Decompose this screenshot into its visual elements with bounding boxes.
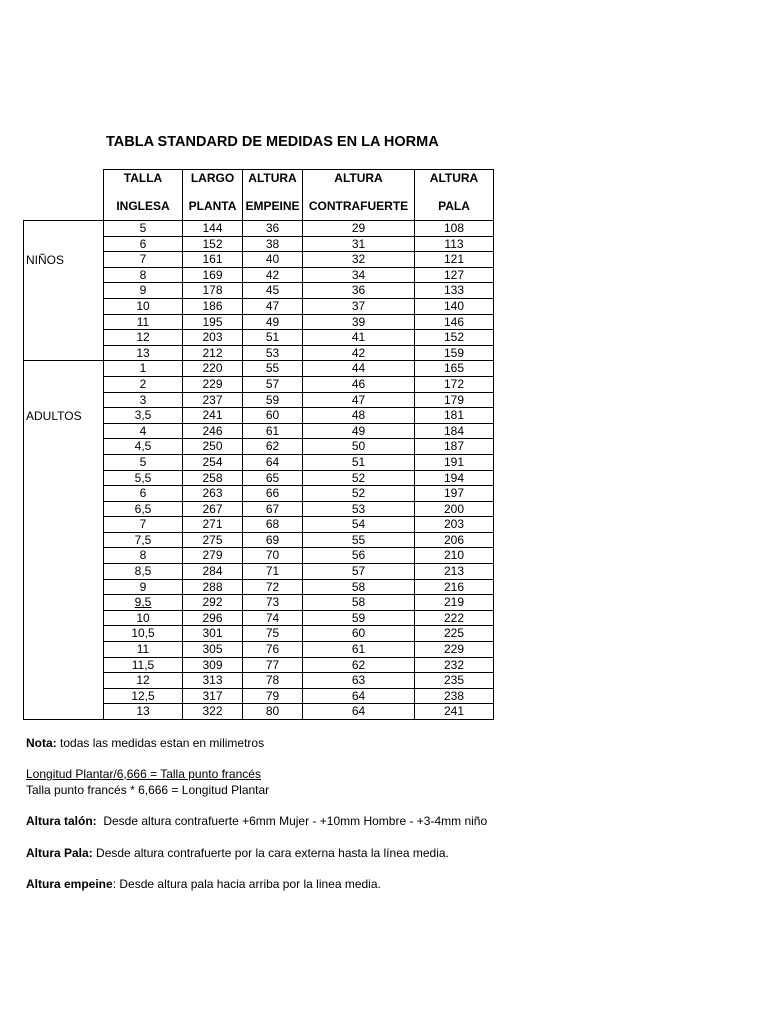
contrafuerte-cell: 58 bbox=[303, 595, 415, 611]
pala-cell: 203 bbox=[415, 517, 494, 533]
talla-cell: 3,5 bbox=[104, 408, 183, 424]
empeine-cell: 40 bbox=[243, 252, 303, 268]
page-title: TABLA STANDARD DE MEDIDAS EN LA HORMA bbox=[106, 134, 439, 150]
largo-cell: 263 bbox=[183, 486, 243, 502]
talla-cell: 5 bbox=[104, 454, 183, 470]
empeine-text: : Desde altura pala hacia arriba por la linea media. bbox=[112, 877, 381, 891]
pala-cell: 191 bbox=[415, 454, 494, 470]
pala-cell: 181 bbox=[415, 408, 494, 424]
pala-cell: 127 bbox=[415, 267, 494, 283]
talla-cell: 9 bbox=[104, 579, 183, 595]
largo-cell: 144 bbox=[183, 221, 243, 237]
contrafuerte-cell: 53 bbox=[303, 501, 415, 517]
empeine-cell: 36 bbox=[243, 221, 303, 237]
largo-cell: 279 bbox=[183, 548, 243, 564]
table-row bbox=[24, 221, 494, 237]
pala-cell: 108 bbox=[415, 221, 494, 237]
contrafuerte-cell: 64 bbox=[303, 704, 415, 720]
contrafuerte-cell: 37 bbox=[303, 298, 415, 314]
largo-cell: 237 bbox=[183, 392, 243, 408]
contrafuerte-cell: 46 bbox=[303, 376, 415, 392]
empeine-cell: 69 bbox=[243, 532, 303, 548]
largo-cell: 322 bbox=[183, 704, 243, 720]
empeine-cell: 53 bbox=[243, 345, 303, 361]
contrafuerte-cell: 64 bbox=[303, 688, 415, 704]
largo-cell: 317 bbox=[183, 688, 243, 704]
talla-cell: 3 bbox=[104, 392, 183, 408]
largo-cell: 220 bbox=[183, 361, 243, 377]
empeine-cell: 78 bbox=[243, 673, 303, 689]
pala-text: Desde altura contrafuerte por la cara externa hasta la línea media. bbox=[92, 846, 449, 860]
contrafuerte-cell: 44 bbox=[303, 361, 415, 377]
talla-cell: 10 bbox=[104, 298, 183, 314]
contrafuerte-cell: 49 bbox=[303, 423, 415, 439]
empeine-cell: 66 bbox=[243, 486, 303, 502]
talla-cell: 5 bbox=[104, 221, 183, 237]
pala-cell: 216 bbox=[415, 579, 494, 595]
contrafuerte-cell: 59 bbox=[303, 610, 415, 626]
formula-1: Longitud Plantar/6,666 = Talla punto francés bbox=[26, 767, 261, 781]
header-altura-empeine: ALTURA bbox=[243, 170, 303, 193]
contrafuerte-cell: 54 bbox=[303, 517, 415, 533]
pala-cell: 200 bbox=[415, 501, 494, 517]
empeine-cell: 72 bbox=[243, 579, 303, 595]
header-altura-contrafuerte: ALTURA bbox=[303, 170, 415, 193]
pala-cell: 232 bbox=[415, 657, 494, 673]
group-adultos-label: ADULTOS bbox=[26, 409, 82, 424]
group-ninos-label: NIÑOS bbox=[26, 253, 65, 268]
contrafuerte-cell: 47 bbox=[303, 392, 415, 408]
talla-cell: 1 bbox=[104, 361, 183, 377]
talon-label: Altura talón: bbox=[26, 814, 97, 828]
empeine-cell: 42 bbox=[243, 267, 303, 283]
contrafuerte-cell: 52 bbox=[303, 470, 415, 486]
largo-cell: 309 bbox=[183, 657, 243, 673]
pala-cell: 219 bbox=[415, 595, 494, 611]
empeine-line bbox=[26, 877, 381, 891]
empeine-cell: 64 bbox=[243, 454, 303, 470]
empeine-cell: 74 bbox=[243, 610, 303, 626]
largo-cell: 241 bbox=[183, 408, 243, 424]
talla-cell: 6 bbox=[104, 486, 183, 502]
pala-label: Altura Pala: bbox=[26, 846, 93, 860]
largo-cell: 267 bbox=[183, 501, 243, 517]
header-planta: PLANTA bbox=[183, 192, 243, 221]
pala-cell: 194 bbox=[415, 470, 494, 486]
largo-cell: 195 bbox=[183, 314, 243, 330]
talla-cell: 8 bbox=[104, 267, 183, 283]
largo-cell: 161 bbox=[183, 252, 243, 268]
pala-cell: 152 bbox=[415, 330, 494, 346]
contrafuerte-cell: 39 bbox=[303, 314, 415, 330]
largo-cell: 284 bbox=[183, 564, 243, 580]
contrafuerte-cell: 57 bbox=[303, 564, 415, 580]
empeine-cell: 76 bbox=[243, 642, 303, 658]
contrafuerte-cell: 51 bbox=[303, 454, 415, 470]
pala-cell: 222 bbox=[415, 610, 494, 626]
table-row bbox=[24, 361, 494, 377]
pala-cell: 187 bbox=[415, 439, 494, 455]
talla-cell: 11 bbox=[104, 642, 183, 658]
largo-cell: 178 bbox=[183, 283, 243, 299]
largo-cell: 212 bbox=[183, 345, 243, 361]
talon-text: Desde altura contrafuerte +6mm Mujer - +10mm Hombre - +3-4mm niño bbox=[96, 814, 488, 828]
talla-cell: 10,5 bbox=[104, 626, 183, 642]
talon-line bbox=[26, 814, 487, 828]
empeine-cell: 80 bbox=[243, 704, 303, 720]
largo-cell: 229 bbox=[183, 376, 243, 392]
empeine-cell: 71 bbox=[243, 564, 303, 580]
empeine-cell: 79 bbox=[243, 688, 303, 704]
note-label: Nota: bbox=[26, 736, 57, 750]
pala-cell: 235 bbox=[415, 673, 494, 689]
contrafuerte-cell: 50 bbox=[303, 439, 415, 455]
pala-cell: 197 bbox=[415, 486, 494, 502]
empeine-cell: 55 bbox=[243, 361, 303, 377]
pala-cell: 213 bbox=[415, 564, 494, 580]
contrafuerte-cell: 55 bbox=[303, 532, 415, 548]
talla-cell: 12,5 bbox=[104, 688, 183, 704]
largo-cell: 275 bbox=[183, 532, 243, 548]
contrafuerte-cell: 58 bbox=[303, 579, 415, 595]
largo-cell: 203 bbox=[183, 330, 243, 346]
header-contrafuerte: CONTRAFUERTE bbox=[303, 192, 415, 221]
empeine-cell: 67 bbox=[243, 501, 303, 517]
talla-cell: 7,5 bbox=[104, 532, 183, 548]
contrafuerte-cell: 48 bbox=[303, 408, 415, 424]
talla-cell: 10 bbox=[104, 610, 183, 626]
talla-cell: 5,5 bbox=[104, 470, 183, 486]
contrafuerte-cell: 61 bbox=[303, 642, 415, 658]
contrafuerte-cell: 60 bbox=[303, 626, 415, 642]
largo-cell: 288 bbox=[183, 579, 243, 595]
empeine-cell: 51 bbox=[243, 330, 303, 346]
pala-cell: 133 bbox=[415, 283, 494, 299]
empeine-cell: 38 bbox=[243, 236, 303, 252]
pala-cell: 210 bbox=[415, 548, 494, 564]
empeine-cell: 49 bbox=[243, 314, 303, 330]
pala-cell: 146 bbox=[415, 314, 494, 330]
talla-cell: 7 bbox=[104, 252, 183, 268]
note-line bbox=[26, 736, 264, 750]
pala-cell: 225 bbox=[415, 626, 494, 642]
contrafuerte-cell: 32 bbox=[303, 252, 415, 268]
contrafuerte-cell: 34 bbox=[303, 267, 415, 283]
empeine-cell: 61 bbox=[243, 423, 303, 439]
largo-cell: 186 bbox=[183, 298, 243, 314]
contrafuerte-cell: 52 bbox=[303, 486, 415, 502]
pala-cell: 206 bbox=[415, 532, 494, 548]
pala-cell: 165 bbox=[415, 361, 494, 377]
largo-cell: 313 bbox=[183, 673, 243, 689]
talla-cell: 12 bbox=[104, 673, 183, 689]
talla-cell: 9,5 bbox=[104, 595, 183, 611]
header-row-2 bbox=[24, 192, 494, 221]
talla-cell: 2 bbox=[104, 376, 183, 392]
pala-cell: 159 bbox=[415, 345, 494, 361]
header-empeine: EMPEINE bbox=[243, 192, 303, 221]
talla-cell: 9 bbox=[104, 283, 183, 299]
pala-cell: 229 bbox=[415, 642, 494, 658]
formula-2: Talla punto francés * 6,666 = Longitud Plantar bbox=[26, 783, 270, 797]
talla-cell: 13 bbox=[104, 345, 183, 361]
empeine-cell: 59 bbox=[243, 392, 303, 408]
pala-line bbox=[26, 846, 449, 860]
largo-cell: 271 bbox=[183, 517, 243, 533]
largo-cell: 292 bbox=[183, 595, 243, 611]
empeine-label: Altura empeine bbox=[26, 877, 113, 891]
contrafuerte-cell: 29 bbox=[303, 221, 415, 237]
pala-cell: 121 bbox=[415, 252, 494, 268]
group-adultos bbox=[24, 361, 104, 720]
talla-cell: 4 bbox=[104, 423, 183, 439]
empeine-cell: 45 bbox=[243, 283, 303, 299]
empeine-cell: 75 bbox=[243, 626, 303, 642]
talla-cell: 8,5 bbox=[104, 564, 183, 580]
empeine-cell: 68 bbox=[243, 517, 303, 533]
largo-cell: 258 bbox=[183, 470, 243, 486]
empeine-cell: 62 bbox=[243, 439, 303, 455]
empeine-cell: 73 bbox=[243, 595, 303, 611]
contrafuerte-cell: 36 bbox=[303, 283, 415, 299]
largo-cell: 250 bbox=[183, 439, 243, 455]
header-talla: TALLA bbox=[104, 170, 183, 193]
pala-cell: 179 bbox=[415, 392, 494, 408]
group-ninos bbox=[24, 221, 104, 361]
empeine-cell: 57 bbox=[243, 376, 303, 392]
measurements-table bbox=[23, 169, 494, 720]
empeine-cell: 70 bbox=[243, 548, 303, 564]
pala-cell: 241 bbox=[415, 704, 494, 720]
header-altura-pala: ALTURA bbox=[415, 170, 494, 193]
pala-cell: 184 bbox=[415, 423, 494, 439]
largo-cell: 246 bbox=[183, 423, 243, 439]
header-largo: LARGO bbox=[183, 170, 243, 193]
empeine-cell: 60 bbox=[243, 408, 303, 424]
pala-cell: 172 bbox=[415, 376, 494, 392]
talla-cell: 4,5 bbox=[104, 439, 183, 455]
talla-cell: 6,5 bbox=[104, 501, 183, 517]
contrafuerte-cell: 42 bbox=[303, 345, 415, 361]
talla-cell: 11,5 bbox=[104, 657, 183, 673]
empeine-cell: 47 bbox=[243, 298, 303, 314]
talla-cell: 11 bbox=[104, 314, 183, 330]
largo-cell: 152 bbox=[183, 236, 243, 252]
talla-cell: 8 bbox=[104, 548, 183, 564]
contrafuerte-cell: 41 bbox=[303, 330, 415, 346]
largo-cell: 301 bbox=[183, 626, 243, 642]
talla-cell: 7 bbox=[104, 517, 183, 533]
pala-cell: 113 bbox=[415, 236, 494, 252]
largo-cell: 254 bbox=[183, 454, 243, 470]
header-row-1 bbox=[24, 170, 494, 193]
empeine-cell: 65 bbox=[243, 470, 303, 486]
largo-cell: 296 bbox=[183, 610, 243, 626]
talla-cell: 13 bbox=[104, 704, 183, 720]
contrafuerte-cell: 56 bbox=[303, 548, 415, 564]
largo-cell: 169 bbox=[183, 267, 243, 283]
empeine-cell: 77 bbox=[243, 657, 303, 673]
contrafuerte-cell: 63 bbox=[303, 673, 415, 689]
header-pala: PALA bbox=[415, 192, 494, 221]
contrafuerte-cell: 31 bbox=[303, 236, 415, 252]
contrafuerte-cell: 62 bbox=[303, 657, 415, 673]
pala-cell: 238 bbox=[415, 688, 494, 704]
header-inglesa: INGLESA bbox=[104, 192, 183, 221]
talla-cell: 12 bbox=[104, 330, 183, 346]
note-text: todas las medidas estan en milimetros bbox=[56, 736, 265, 750]
talla-cell: 6 bbox=[104, 236, 183, 252]
pala-cell: 140 bbox=[415, 298, 494, 314]
largo-cell: 305 bbox=[183, 642, 243, 658]
